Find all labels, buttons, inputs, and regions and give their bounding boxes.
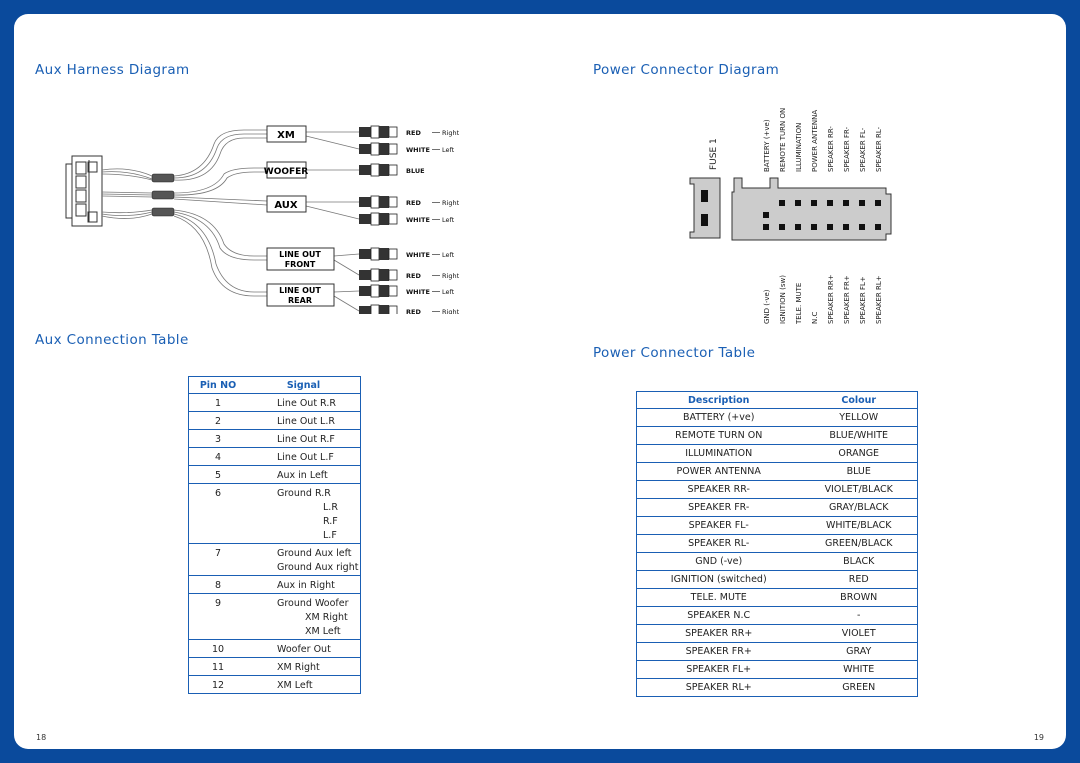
description-cell: POWER ANTENNA [637,463,801,481]
table-row [637,571,918,589]
signal-cell [247,448,361,466]
table-row [637,499,918,517]
signal-line: L.F [323,530,337,541]
table-row [637,409,918,427]
signal-line: XM Right [305,612,348,623]
harness-label-boxes [267,126,334,306]
pin-cell: 2 [189,412,248,430]
plug-color-label: RED [406,129,421,137]
rca-plug [359,126,460,138]
xm-label: XM [277,130,295,141]
rca-plug [359,305,460,314]
colour-cell: - [800,607,917,625]
table-row [637,427,918,445]
signal-line: Line Out R.R [277,398,336,409]
signal-cell [247,466,361,484]
plug-side-label: Right [442,272,460,280]
rca-plug [359,213,455,225]
plug-side-label: Right [442,199,460,207]
harness-connector-block [66,156,102,226]
colour-cell: WHITE [800,661,917,679]
page-number-left: 18 [36,733,47,742]
bottom-pin-label: SPEAKER RL+ [875,275,883,324]
aux-label: AUX [274,200,298,211]
table-row [189,594,361,640]
plug-color-label: RED [406,308,421,314]
top-pin-label: SPEAKER FL- [859,127,867,172]
signal-line: R.F [323,516,338,527]
table-row [189,576,361,594]
table-row [637,643,918,661]
plug-side-label: Right [442,129,460,137]
rca-plug [359,196,460,208]
harness-clips [152,174,174,216]
table-row [189,484,361,544]
signal-cell [247,658,361,676]
colour-cell: WHITE/BLACK [800,517,917,535]
signal-line: Woofer Out [277,644,331,655]
description-cell: SPEAKER FR+ [637,643,801,661]
pin-bottom [843,224,849,230]
signal-line: Aux in Right [277,580,335,591]
table-row [637,463,918,481]
table-row [637,481,918,499]
pin-no-header: Pin NO [189,377,248,394]
top-pin-label: SPEAKER RR- [827,126,835,172]
fuse-label: FUSE 1 [709,138,719,170]
colour-cell: BROWN [800,589,917,607]
table-row [189,448,361,466]
description-cell: SPEAKER FR- [637,499,801,517]
top-pin-label: REMOTE TURN ON [779,107,787,172]
signal-cell [247,594,361,640]
bottom-pin-label: IGNITION (sw) [779,275,787,324]
table-row [189,412,361,430]
pin-cell: 9 [189,594,248,640]
signal-cell [247,576,361,594]
table-row [189,676,361,694]
table-row [637,661,918,679]
pin-top [795,200,801,206]
signal-line: Ground R.R [277,488,331,499]
table-row [189,430,361,448]
signal-line: XM Left [305,626,341,637]
pin-cell: 10 [189,640,248,658]
colour-cell: BLUE/WHITE [800,427,917,445]
pin-cell: 6 [189,484,248,544]
table-row [189,640,361,658]
plug-color-label: BLUE [406,167,425,175]
description-cell: REMOTE TURN ON [637,427,801,445]
line-out-front-label: LINE OUT [279,250,321,259]
bottom-pin-label: SPEAKER FR+ [843,275,851,324]
aux-harness-title: Aux Harness Diagram [35,62,190,78]
pin-cell: 7 [189,544,248,576]
pin-top [811,200,817,206]
colour-cell: BLACK [800,553,917,571]
description-cell: SPEAKER RL- [637,535,801,553]
page-sheet [14,14,1066,749]
signal-cell [247,544,361,576]
table-row [637,535,918,553]
pin-top [779,200,785,206]
pin-top [763,212,769,218]
rca-plug [359,269,460,281]
rca-plug [359,248,455,260]
top-pin-label: SPEAKER FR- [843,126,851,172]
plug-color-label: WHITE [406,251,430,259]
pin-cell: 12 [189,676,248,694]
colour-cell: YELLOW [800,409,917,427]
pin-cell: 1 [189,394,248,412]
description-cell: SPEAKER RR+ [637,625,801,643]
description-header: Description [637,392,801,409]
signal-cell [247,676,361,694]
plug-side-label: Left [442,251,455,259]
power-connector-table [636,391,918,697]
pin-cell: 3 [189,430,248,448]
plug-color-label: WHITE [406,146,430,154]
table-row [637,553,918,571]
plug-color-label: RED [406,199,421,207]
bottom-pin-label: N.C [811,311,819,324]
pin-top [859,200,865,206]
line-out-rear-sub-label: REAR [288,296,312,305]
top-pin-label: SPEAKER RL- [875,126,883,172]
fuse-terminal-top [701,190,708,202]
rca-plug [359,143,455,155]
description-cell: SPEAKER N.C [637,607,801,625]
table-row [637,445,918,463]
pin-top [843,200,849,206]
line-out-rear-label: LINE OUT [279,286,321,295]
plug-color-label: RED [406,272,421,280]
table-row [637,607,918,625]
fuse-terminal-bottom [701,214,708,226]
colour-cell: GRAY [800,643,917,661]
aux-connection-table [188,376,361,694]
table-row [189,658,361,676]
colour-cell: ORANGE [800,445,917,463]
power-table-title: Power Connector Table [593,345,756,361]
plug-color-label: WHITE [406,288,430,296]
colour-cell: GREEN [800,679,917,697]
pin-cell: 8 [189,576,248,594]
pin-bottom [763,224,769,230]
signal-header: Signal [247,377,361,394]
colour-cell: GRAY/BLACK [800,499,917,517]
plug-color-label: WHITE [406,216,430,224]
bottom-pin-label: SPEAKER FL+ [859,276,867,324]
colour-cell: VIOLET/BLACK [800,481,917,499]
rca-plugs [359,126,460,314]
table-row [637,679,918,697]
pin-bottom [811,224,817,230]
signal-line: Aux in Left [277,470,328,481]
bottom-pin-label: TELE. MUTE [795,282,803,324]
pin-top [827,200,833,206]
power-connector-body [732,178,891,240]
signal-cell [247,430,361,448]
plug-side-label: Left [442,216,455,224]
line-out-front-sub-label: FRONT [284,260,316,269]
description-cell: SPEAKER FL- [637,517,801,535]
power-connector-diagram [674,96,904,326]
description-cell: SPEAKER RL+ [637,679,801,697]
bottom-pin-label: SPEAKER RR+ [827,274,835,324]
bottom-pin-label: GND (-ve) [763,289,771,324]
description-cell: BATTERY (+ve) [637,409,801,427]
signal-cell [247,640,361,658]
woofer-label: WOOFER [263,167,309,177]
signal-line: Line Out L.F [277,452,334,463]
pin-bottom [779,224,785,230]
signal-line: XM Right [277,662,320,673]
top-pin-label: ILLUMINATION [795,122,803,172]
signal-cell [247,394,361,412]
colour-cell: BLUE [800,463,917,481]
colour-cell: GREEN/BLACK [800,535,917,553]
aux-table-title: Aux Connection Table [35,332,189,348]
plug-side-label: Right [442,308,460,314]
page-number-right: 19 [1033,733,1044,742]
description-cell: TELE. MUTE [637,589,801,607]
table-row [637,625,918,643]
table-row [189,544,361,576]
signal-cell [247,412,361,430]
pin-cell: 11 [189,658,248,676]
table-row [189,394,361,412]
fuse-holder [690,178,720,238]
aux-harness-diagram [54,104,494,314]
rca-plug [359,164,425,176]
table-row [637,589,918,607]
colour-cell: VIOLET [800,625,917,643]
description-cell: SPEAKER RR- [637,481,801,499]
signal-line: XM Left [277,680,313,691]
signal-cell [247,484,361,544]
description-cell: IGNITION (switched) [637,571,801,589]
pin-cell: 5 [189,466,248,484]
pin-bottom [859,224,865,230]
table-row [189,466,361,484]
colour-cell: RED [800,571,917,589]
description-cell: ILLUMINATION [637,445,801,463]
plug-side-label: Left [442,146,455,154]
plug-side-label: Left [442,288,455,296]
power-diagram-title: Power Connector Diagram [593,62,780,78]
signal-line: Ground Woofer [277,598,349,609]
signal-line: Line Out R.F [277,434,335,445]
description-cell: GND (-ve) [637,553,801,571]
pin-bottom [795,224,801,230]
signal-line: L.R [323,502,338,513]
colour-header: Colour [800,392,917,409]
signal-line: Line Out L.R [277,416,335,427]
pin-top [875,200,881,206]
table-row [637,517,918,535]
description-cell: SPEAKER FL+ [637,661,801,679]
pin-cell: 4 [189,448,248,466]
pin-bottom [875,224,881,230]
signal-line: Ground Aux right [277,562,359,573]
top-pin-label: BATTERY (+ve) [763,119,771,172]
signal-line: Ground Aux left [277,548,352,559]
top-pin-label: POWER ANTENNA [811,109,819,172]
rca-plug [359,285,455,297]
pin-bottom [827,224,833,230]
